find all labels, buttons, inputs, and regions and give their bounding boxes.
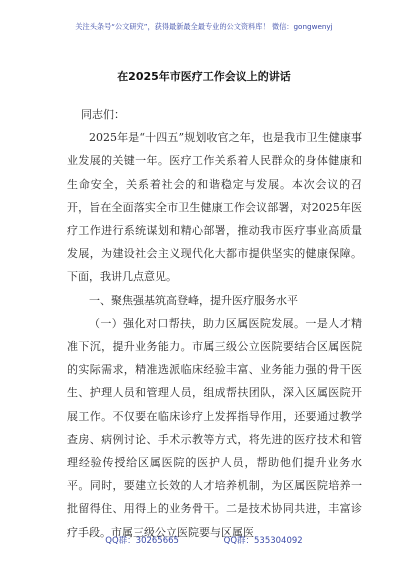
paragraph-intro: 2025年是“十四五”规划收官之年，也是我市卫生健康事业发展的关键一年。医疗工作关系着人民群众的身体健康和生命安全，关系着社会的和谐稳定与发展。本次会议的召开，旨在全面落实全市卫生健康工作会议部署，对2025年医疗工作进行系统谋划和精心部署，推动我市医疗事业高质量发展，为建设社会主义现代化大都市提供坚实的健康保障。下面，我讲几点意见。 (67, 131, 362, 284)
footer-bar (0, 534, 408, 546)
salutation: 同志们： (81, 108, 125, 121)
header-banner: 关注头条号“公文研究”，获得最新最全最专业的公文资料库！ 微信：gongwenyj (75, 22, 333, 31)
paragraph-subsection-1: （一）强化对口帮扶，助力区属医院发展。一是人才精准下沉，提升业务能力。市属三级公立医院要结合区属医院的实际需求，精准选派临床经验丰富、业务能力强的骨干医生、护理人员和管理人员，组成帮扶团队，深入区属医院开展工作。不仅要在临床诊疗上发挥指导作用，还要通过教学查房、病例讨论、手术示教等方式，将先进的医疗技术和管理经验传授给区属医院的医护人员，帮助他们提升业务水平。同时，要建立长效的人才培养机制，为区属医院培养一批留得住、用得上的业务骨干。二是技术协同共进，丰富诊疗手段。市属三级公立医院要与区属医 (67, 316, 362, 539)
footer-qq-group-1: QQ群：30265665 (105, 536, 179, 546)
document-title: 在2025年市医疗工作会议上的讲话 (117, 70, 291, 83)
document-body (67, 103, 362, 544)
footer-qq-group-2: QQ群：535304092 (223, 536, 303, 546)
section-heading-1: 一、聚焦强基筑高登峰，提升医疗服务水平 (89, 293, 298, 307)
